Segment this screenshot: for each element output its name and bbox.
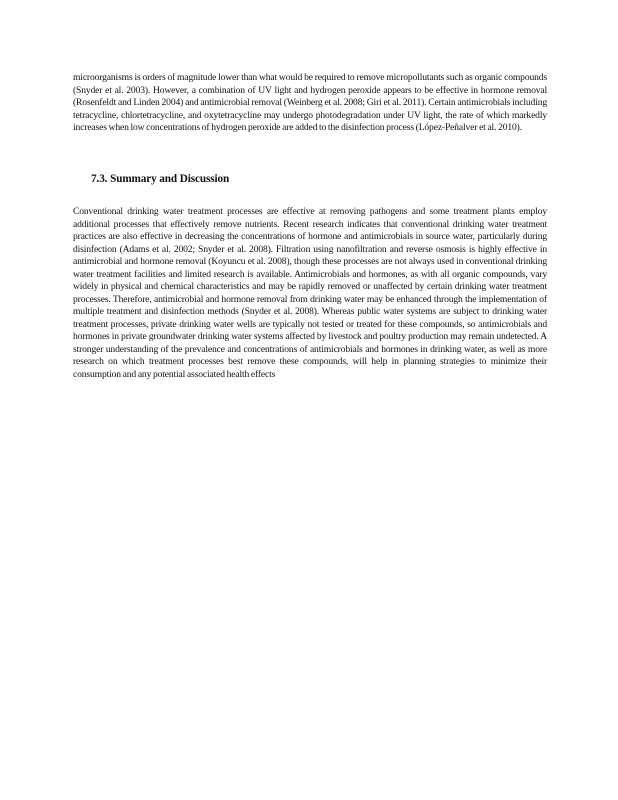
summary-paragraph: Conventional drinking water treatment processes are effective at removing pathogens and some treatment plants employ additional processes that effectively remove nutrients. Recent research indicates that conventional drinking water treatment practices are also effective in decreasing the concentrations of hormone and antimicrobials in source water, particularly during disinfection (Adams et al. 2002; Snyder et al. 2008). Filtration using nanofiltration and reverse osmosis is highly effective in antimicrobial and hormone removal (Koyuncu et al. 2008), though these processes are not always used in conventional drinking water treatment facilities and limited research is available. Antimicrobials and hormones, as with all organic compounds, vary widely in physical and chemical characteristics and may be rapidly removed or unaffected by certain drinking water treatment processes. Therefore, antimicrobial and hormone removal from drinking water may be enhanced through the implementation of multiple treatment and disinfection methods (Snyder et al. 2008). Whereas public water systems are subject to drinking water treatment processes, private drinking water wells are typically not tested or treated for these compounds, so antimicrobials and hormones in private groundwater drinking water systems affected by livestock and poultry production may remain undetected. A stronger understanding of the prevalence and concentrations of antimicrobials and hormones in drinking water, as well as more research on which treatment processes best remove these compounds, will help in planning strategies to minimize their consumption and any potential associated health effects <box>73 206 547 380</box>
section-heading: 7.3. Summary and Discussion <box>91 173 230 185</box>
body-paragraph-continued: microorganisms is orders of magnitude lower than what would be required to remove micropollutants such as organic compounds (Snyder et al. 2003). However, a combination of UV light and hydrogen peroxide appears to be effective in hormone removal (Rosenfeldt and Linden 2004) and antimicrobial removal (Weinberg et al. 2008; Giri et al. 2011). Certain antimicrobials including tetracycline, chlortetracycline, and oxytetracycline may undergo photodegradation under UV light, the rate of which markedly increases when low concentrations of hydrogen peroxide are added to the disinfection process (López-Peñalver et al. 2010). <box>73 72 547 133</box>
